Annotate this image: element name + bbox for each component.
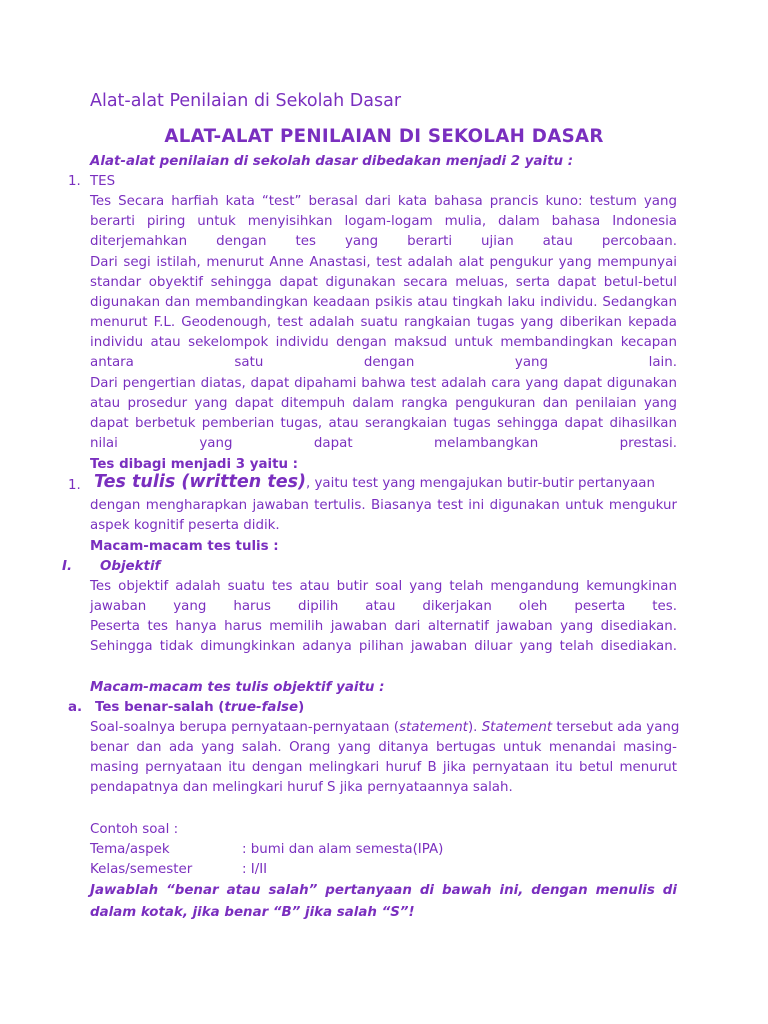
paragraph-test-definition — [90, 192, 677, 252]
tf-title-text: Tes benar-salah ( — [95, 700, 225, 715]
instruction-text — [90, 880, 677, 924]
class-key: Kelas/semester — [90, 862, 193, 877]
paragraph-anastasi — [90, 253, 677, 373]
types-heading: Macam-macam tes tulis : — [90, 539, 279, 554]
paragraph-text: Dari segi istilah, menurut Anne Anastasi, test adalah alat pengukur yang mempunyai standar obyektif sehingga dapat digunakan secara meluas, serta dapat betul-betul digunakan dan membandingkan keadaan psikis atau tingkah laku individu. Sedangkan menurut F.L. Geodenough, test adalah suatu rangkaian tugas yang diberikan kepada individu atau sekelompok individu dengan maksud untuk membandingkan kecapan antara satu dengan yang lain. — [90, 255, 677, 370]
roman-numeral-1: I. — [62, 559, 73, 574]
tf-italic-term: Statement — [481, 720, 553, 735]
true-false-title — [95, 698, 304, 718]
sub-item-1-line — [94, 472, 655, 494]
document-title: Alat-alat Penilaian di Sekolah Dasar — [90, 91, 402, 111]
true-false-description — [90, 738, 677, 798]
class-value: : I/II — [242, 862, 268, 877]
paragraph-text: Tes objektif adalah suatu tes atau butir soal yang telah mengandung kemungkinan jawaban yang harus dipilih atau dikerjakan oleh peserta tes. — [90, 579, 677, 614]
written-test-desc-start: , yaitu test yang mengajukan butir-butir pertanyaan — [305, 476, 656, 491]
tf-title-italic: true-false — [224, 700, 299, 715]
sub-item-1-number: 1. — [68, 478, 81, 493]
item-a-label: a. — [68, 700, 83, 715]
tf-text: ). — [467, 720, 482, 735]
paragraph-text: Jawablah “benar atau salah” pertanyaan di bawah ini, dengan menulis di dalam kotak, jika benar “B” jika salah “S”! — [90, 883, 677, 920]
paragraph-text: Peserta tes hanya harus memilih jawaban dari alternatif jawaban yang disediakan. Sehingga tidak dimungkinkan adanya pilihan jawaban diluar yang telah disediakan. — [90, 619, 677, 654]
main-heading: ALAT-ALAT PENILAIAN DI SEKOLAH DASAR — [164, 126, 604, 147]
objective-paragraph-1 — [90, 577, 677, 617]
paragraph-text: benar dan ada yang salah. Orang yang ditanya bertugas untuk menandai masing-masing pernyataan itu dengan melingkari huruf B jika pernyataan itu betul menurut pendapatnya dan melingkari huruf S jika pernyataannya salah. — [90, 740, 677, 795]
split-heading: Tes dibagi menjadi 3 yaitu : — [90, 457, 299, 472]
theme-key: Tema/aspek — [90, 842, 170, 857]
objective-label: Objektif — [100, 559, 161, 574]
intro-line: Alat-alat penilaian di sekolah dasar dibedakan menjadi 2 yaitu : — [90, 154, 574, 169]
paragraph-conclusion — [90, 374, 677, 454]
tf-italic-term: statement — [398, 720, 468, 735]
objective-types-heading: Macam-macam tes tulis objektif yaitu : — [90, 680, 385, 695]
paragraph-text: Tes Secara harfiah kata “test” berasal dari kata bahasa prancis kuno: testum yang berarti piring untuk menyisihkan logam-logam mulia, dalam bahasa Indonesia diterjemahkan dengan tes yang berarti ujian atau percobaan. — [90, 194, 677, 249]
tf-title-close: ) — [298, 700, 305, 715]
tf-text: tersebut ada yang — [552, 720, 680, 735]
tf-text: Soal-soalnya berupa pernyataan-pernyataan ( — [90, 720, 399, 735]
theme-value: : bumi dan alam semesta(IPA) — [242, 842, 444, 857]
example-label: Contoh soal : — [90, 822, 179, 837]
paragraph-text: dengan mengharapkan jawaban tertulis. Biasanya test ini digunakan untuk mengukur aspek kognitif peserta didik. — [90, 498, 677, 533]
written-test-description — [90, 496, 677, 536]
item-1-label: TES — [90, 174, 116, 189]
written-test-title: Tes tulis (written tes) — [94, 472, 306, 492]
true-false-line-1 — [90, 718, 679, 738]
objective-paragraph-2 — [90, 617, 677, 657]
paragraph-text: Dari pengertian diatas, dapat dipahami bahwa test adalah cara yang dapat digunakan atau prosedur yang dapat ditempuh dalam rangka pengukuran dan penilaian yang dapat berbetuk pemberian tugas, atau serangkaian tugas sehingga dapat dihasilkan nilai yang dapat melambangkan prestasi. — [90, 376, 677, 451]
item-1-number: 1. — [68, 174, 81, 189]
